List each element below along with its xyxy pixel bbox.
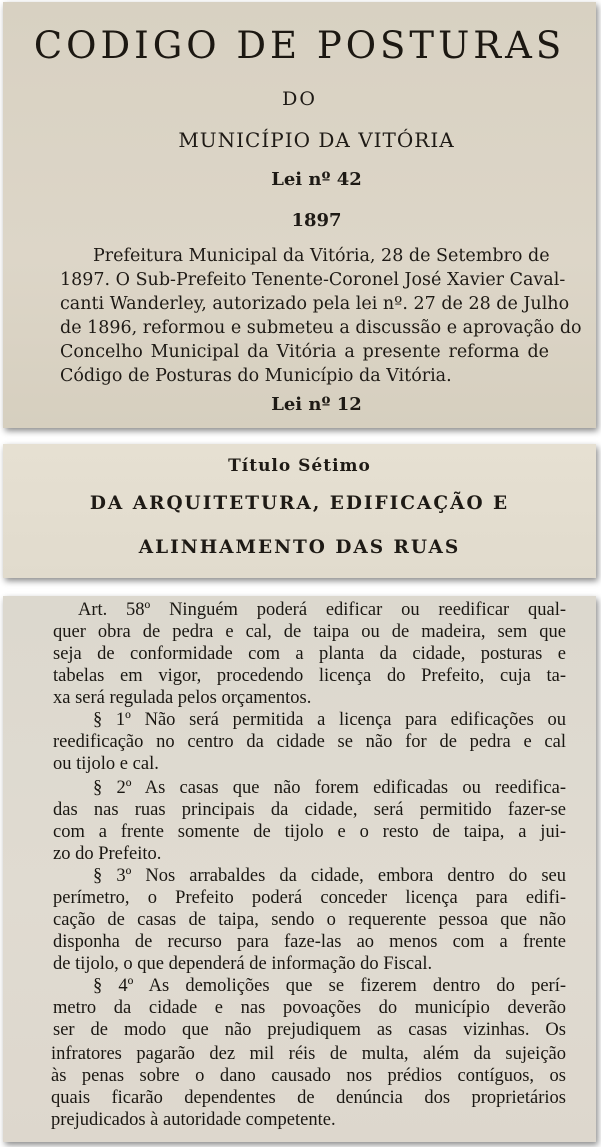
article-line: de tijolo, o que dependerá de informação do Fiscal. <box>53 954 433 974</box>
intro-line-2: 1897. O Sub-Prefeito Tenente-Coronel José Xavier Caval- <box>60 270 566 290</box>
article-line: perímetro, o Prefeito poderá conceder licença para edifi- <box>53 888 566 908</box>
article-line: infratores pagarão dez mil réis de multa, além da sujeição <box>51 1044 566 1064</box>
article-line: metro da cidade e nas povoações do município deverão <box>53 998 566 1018</box>
article-line: Art. 58º Ninguém poderá edificar ou reedificar qual- <box>78 600 566 620</box>
article-line: cação de casas de taipa, sendo o requerente pessoa que não <box>53 910 566 930</box>
article-line: reedificação no centro da cidade se não for de pedra e cal <box>53 732 566 752</box>
article-line: zo do Prefeito. <box>53 844 162 864</box>
section-heading-line-2: ALINHAMENTO DAS RUAS <box>138 537 461 558</box>
document-title: CODIGO DE POSTURAS <box>33 24 566 67</box>
section-clipping <box>3 444 596 578</box>
article-line: disponha de recurso para faze-las ao menos com a frente <box>53 932 566 952</box>
article-line: xa será regulada pelos orçamentos. <box>53 688 312 708</box>
title-do: DO <box>282 88 317 110</box>
intro-line-1: Prefeitura Municipal da Vitória, 28 de Setembro de <box>93 246 550 266</box>
article-line: ou tijolo e cal. <box>53 754 159 774</box>
article-line: com a frente somente de tijolo e o resto de taipa, a jui- <box>53 822 566 842</box>
article-line: ser de modo que não prejudiquem as casas vizinhas. Os <box>53 1020 566 1040</box>
article-line: tabelas em vigor, procedendo licença do Prefeito, cuja ta- <box>53 666 566 686</box>
article-line: quer obra de pedra e cal, de taipa ou de madeira, sem que <box>53 622 566 642</box>
article-line: seja de conformidade com a planta da cidade, posturas e <box>53 644 566 664</box>
intro-line-6: Código de Posturas do Município da Vitória. <box>60 366 452 386</box>
article-line: às penas sobre o dano causado nos prédios contíguos, os <box>51 1066 566 1086</box>
article-line: quais ficarão dependentes de denúncia dos proprietários <box>51 1088 566 1108</box>
article-clipping <box>3 596 596 1142</box>
intro-line-4: de 1896, reformou e submeteu a discussão e aprovação do <box>60 318 582 338</box>
law-year: 1897 <box>291 210 342 231</box>
article-line: das nas ruas principais da cidade, será permitido fazer-se <box>53 800 566 820</box>
article-line: § 3º Nos arrabaldes da cidade, embora dentro do seu <box>93 866 566 886</box>
article-line: § 4º As demolições que se fizerem dentro do perí- <box>93 976 566 996</box>
intro-line-3: canti Wanderley, autorizado pela lei nº. 27 de 28 de Julho <box>60 294 570 314</box>
title-clipping <box>3 2 596 428</box>
article-line: prejudicados à autoridade competente. <box>51 1110 336 1130</box>
section-heading-line-1: DA ARQUITETURA, EDIFICAÇÃO E <box>89 493 510 514</box>
title-municipio: MUNICÍPIO DA VITÓRIA <box>178 128 455 152</box>
article-line: § 1º Não será permitida a licença para edificações ou <box>93 710 566 730</box>
intro-line-5: Concelho Municipal da Vitória a presente reforma de <box>60 342 549 362</box>
law-number-12: Lei nº 12 <box>271 394 362 415</box>
section-title: Título Sétimo <box>228 456 371 476</box>
article-line: § 2º As casas que não forem edificadas ou reedifica- <box>93 778 566 798</box>
law-number-42: Lei nº 42 <box>271 169 362 190</box>
